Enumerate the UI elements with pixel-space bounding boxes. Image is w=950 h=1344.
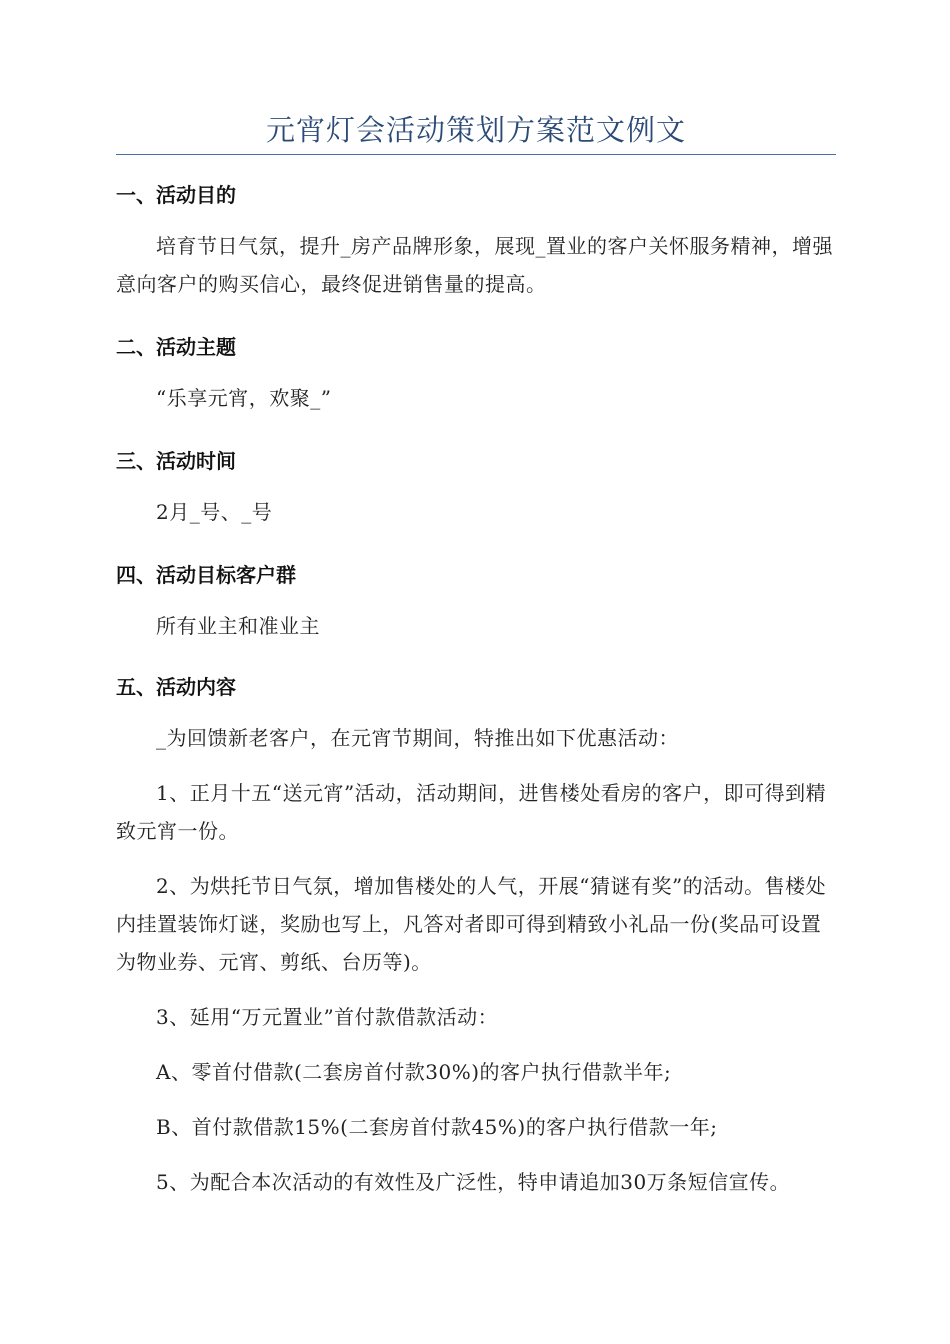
section-paragraph: 培育节日气氛，提升_房产品牌形象，展现_置业的客户关怀服务精神，增强意向客户的购买信心，最终促进销售量的提高。 <box>116 234 833 296</box>
page-title: 元宵灯会活动策划方案范文例文 <box>265 113 686 147</box>
section-paragraph: _为回馈新老客户，在元宵节期间，特推出如下优惠活动： <box>156 726 679 750</box>
section-paragraph: 2月_号、_号 <box>156 500 273 524</box>
section-paragraph: 5、为配合本次活动的有效性及广泛性，特申请追加30万条短信宣传。 <box>156 1170 791 1194</box>
section-paragraph: 2、为烘托节日气氛，增加售楼处的人气，开展“猜谜有奖”的活动。售楼处内挂置装饰灯谜，奖励也写上，凡答对者即可得到精致小礼品一份(奖品可设置为物业券、元宵、剪纸、台历等)。 <box>116 874 827 974</box>
section-heading-content: 五、活动内容 <box>116 675 236 699</box>
section-paragraph: B、首付款借款15%(二套房首付款45%)的客户执行借款一年; <box>156 1115 718 1139</box>
section-paragraph: 1、正月十五“送元宵”活动，活动期间，进售楼处看房的客户，即可得到精致元宵一份。 <box>116 781 827 843</box>
section-heading-theme: 二、活动主题 <box>116 335 236 359</box>
document-page <box>116 108 836 1201</box>
section-paragraph: 3、延用“万元置业”首付款借款活动： <box>156 1005 499 1029</box>
section-paragraph: 所有业主和准业主 <box>156 614 320 638</box>
title-underline <box>116 154 836 155</box>
section-heading-target-customers: 四、活动目标客户群 <box>116 563 296 587</box>
section-heading-time: 三、活动时间 <box>116 449 236 473</box>
section-heading-purpose: 一、活动目的 <box>116 183 236 207</box>
section-paragraph: “乐享元宵，欢聚_” <box>156 386 332 410</box>
section-paragraph: A、零首付借款(二套房首付款30%)的客户执行借款半年; <box>156 1060 672 1084</box>
